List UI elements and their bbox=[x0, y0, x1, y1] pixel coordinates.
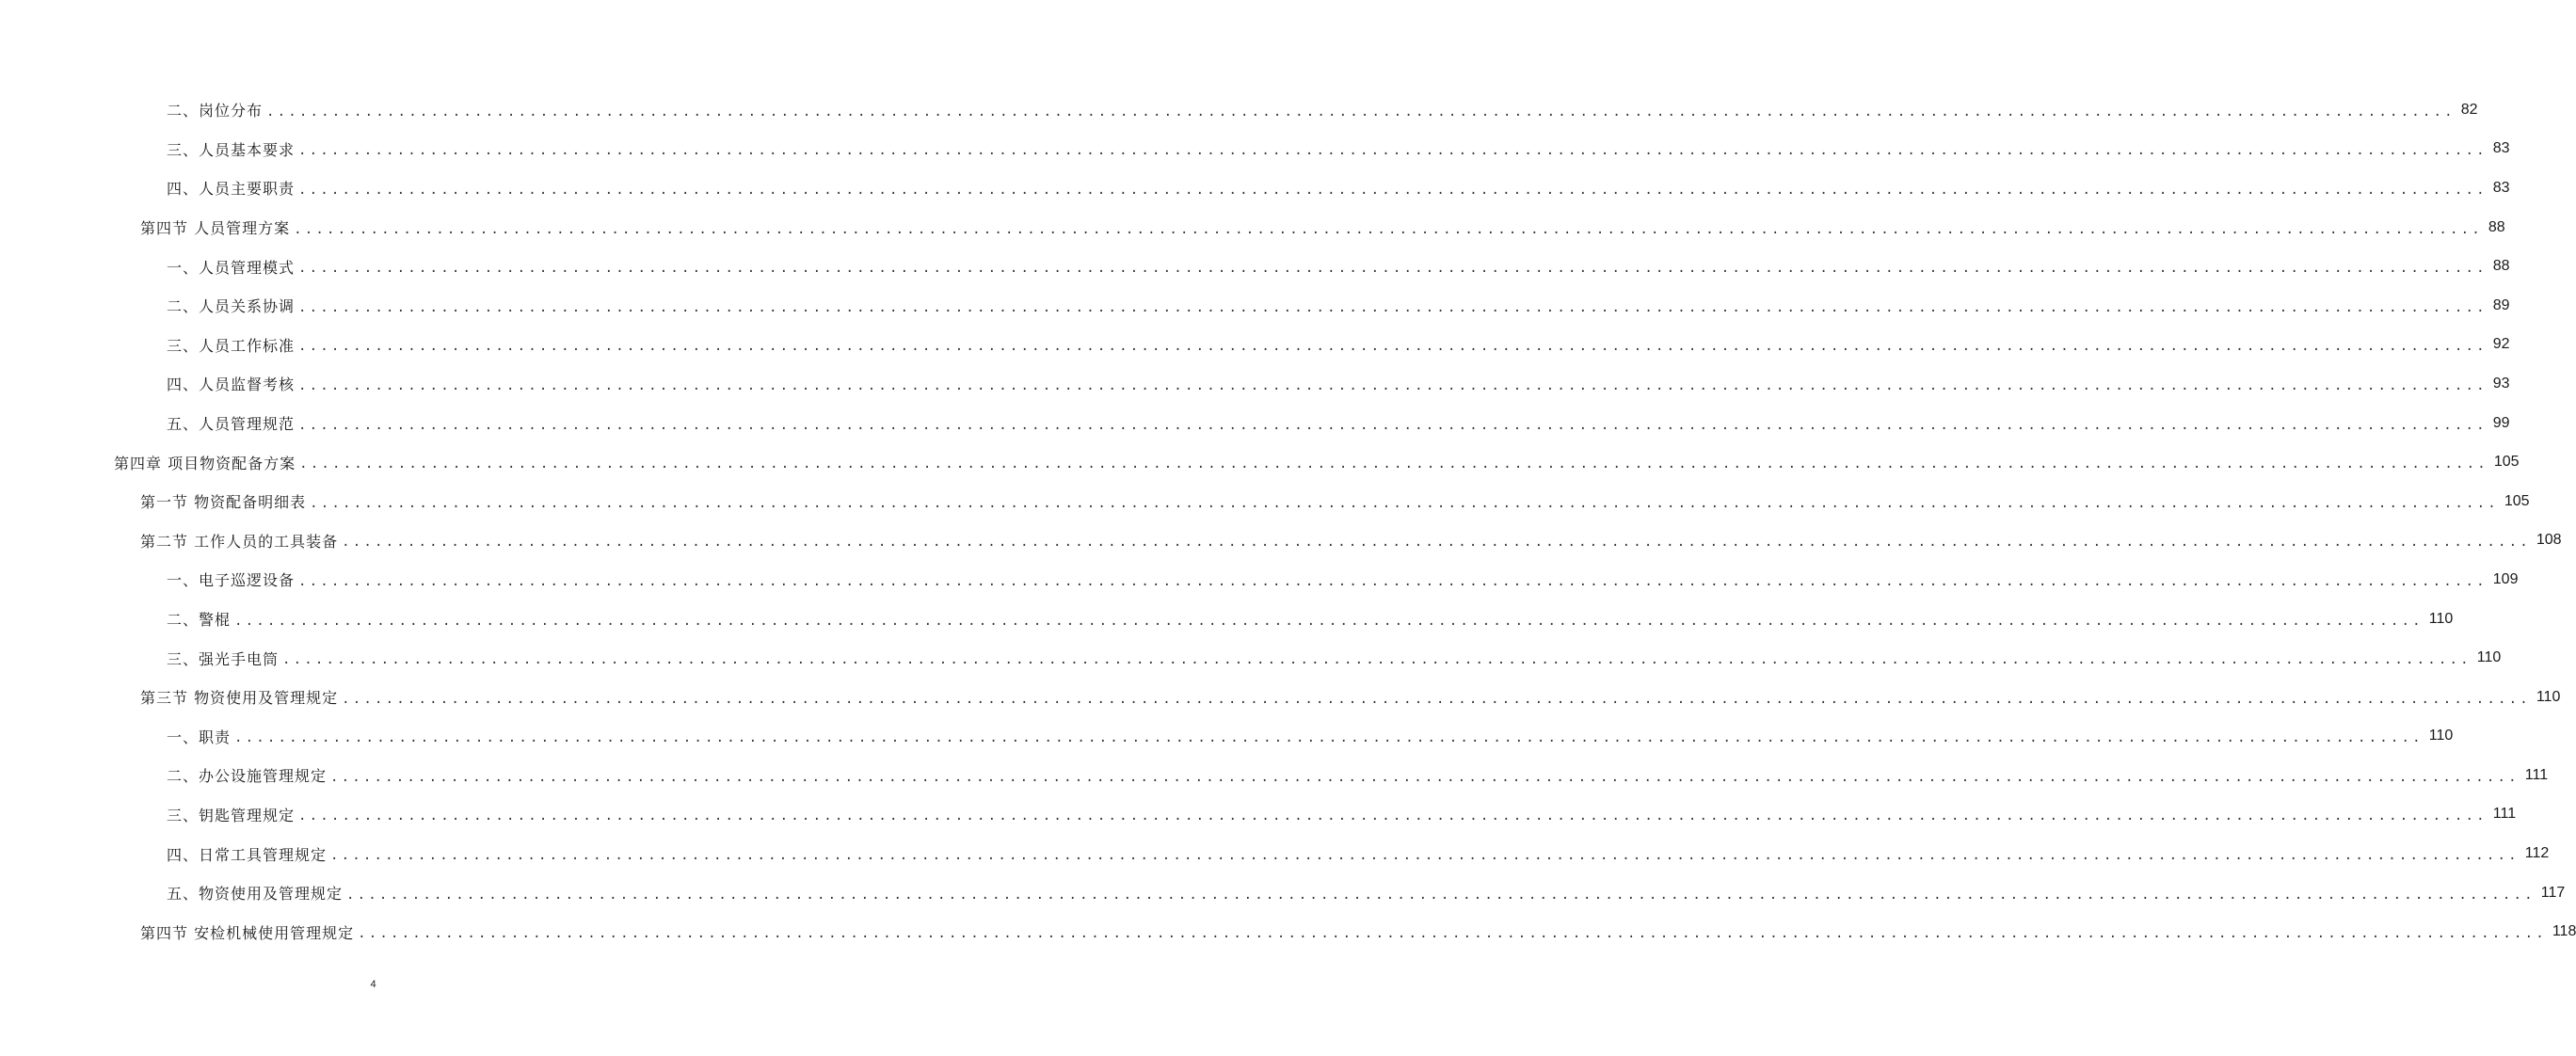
toc-entry-title: 三、钥匙管理规定 bbox=[167, 806, 296, 824]
toc-entry-title: 二、警棍 bbox=[167, 611, 232, 630]
toc-entry-title: 第一节 物资配备明细表 bbox=[140, 493, 307, 512]
toc-dot-leader: ........................................................................................................................................................................................................ bbox=[342, 535, 2531, 551]
toc-entry[interactable] bbox=[0, 560, 2519, 600]
toc-dot-leader: ........................................................................................................................................................................................................ bbox=[298, 808, 2488, 824]
toc-dot-leader: ........................................................................................................................................................................................................ bbox=[298, 417, 2488, 433]
toc-dot-leader: ........................................................................................................................................................................................................ bbox=[266, 104, 2456, 120]
toc-entry-title: 二、岗位分布 bbox=[167, 102, 264, 120]
toc-entry-page: 109 bbox=[2492, 570, 2519, 587]
toc-dot-leader: ........................................................................................................................................................................................................ bbox=[330, 769, 2520, 785]
toc-entry-page: 112 bbox=[2524, 845, 2550, 862]
toc-entry-title: 三、强光手电筒 bbox=[167, 649, 280, 668]
toc-dot-leader: ........................................................................................................................................................................................................ bbox=[358, 926, 2547, 942]
toc-entry[interactable] bbox=[0, 717, 2454, 757]
toc-entry-page: 111 bbox=[2524, 766, 2549, 783]
toc-entry-title: 五、物资使用及管理规定 bbox=[167, 885, 344, 904]
toc-entry-title: 三、人员工作标准 bbox=[167, 336, 296, 355]
toc-entry-page: 105 bbox=[2504, 492, 2530, 509]
toc-entry-title: 四、日常工具管理规定 bbox=[167, 845, 328, 864]
toc-entry-page: 110 bbox=[2536, 688, 2561, 705]
toc-entry[interactable] bbox=[0, 912, 2576, 952]
toc-entry-page: 82 bbox=[2460, 101, 2478, 118]
toc-entry-title: 四、人员主要职责 bbox=[167, 180, 296, 199]
toc-dot-leader: ........................................................................................................................................................................................................ bbox=[234, 613, 2424, 629]
toc-entry-page: 111 bbox=[2492, 806, 2517, 823]
page-number: 4 bbox=[370, 979, 376, 990]
toc-entry-title: 一、人员管理模式 bbox=[167, 258, 296, 277]
toc-entry[interactable] bbox=[0, 404, 2510, 443]
toc-entry[interactable] bbox=[0, 286, 2510, 326]
toc-dot-leader: ........................................................................................................................................................................................................ bbox=[346, 887, 2536, 903]
toc-entry[interactable] bbox=[0, 364, 2510, 404]
toc-dot-leader: ........................................................................................................................................................................................................ bbox=[282, 652, 2472, 668]
toc-entry-page: 108 bbox=[2536, 532, 2562, 549]
toc-entry[interactable] bbox=[0, 834, 2550, 873]
toc-entry-page: 88 bbox=[2492, 258, 2510, 275]
toc-entry-title: 四、人员监督考核 bbox=[167, 376, 296, 394]
toc-entry-title: 第四节 人员管理方案 bbox=[140, 219, 291, 238]
toc-entry[interactable] bbox=[0, 208, 2505, 248]
toc-dot-leader: ........................................................................................................................................................................................................ bbox=[294, 221, 2483, 237]
toc-entry-title: 第三节 物资使用及管理规定 bbox=[140, 689, 339, 708]
toc-dot-leader: ........................................................................................................................................................................................................ bbox=[298, 299, 2488, 315]
toc-entry-title: 第二节 工作人员的工具装备 bbox=[140, 532, 339, 551]
toc-entry[interactable] bbox=[0, 247, 2510, 286]
toc-entry-page: 93 bbox=[2492, 375, 2510, 392]
toc-dot-leader: ........................................................................................................................................................................................................ bbox=[310, 495, 2499, 511]
toc-entry[interactable] bbox=[0, 521, 2562, 561]
toc-entry-title: 第四章 项目物资配备方案 bbox=[114, 454, 296, 472]
toc-dot-leader: ........................................................................................................................................................................................................ bbox=[298, 377, 2488, 393]
toc-entry-title: 五、人员管理规范 bbox=[167, 415, 296, 434]
toc-entry-title: 二、人员关系协调 bbox=[167, 297, 296, 316]
toc-entry-page: 110 bbox=[2476, 649, 2502, 666]
toc-entry-page: 99 bbox=[2492, 414, 2510, 431]
toc-dot-leader: ........................................................................................................................................................................................................ bbox=[298, 573, 2488, 589]
toc-entry[interactable] bbox=[0, 638, 2502, 678]
toc-entry-page: 105 bbox=[2493, 454, 2520, 471]
toc-dot-leader: ........................................................................................................................................................................................................ bbox=[299, 456, 2488, 472]
toc-dot-leader: ........................................................................................................................................................................................................ bbox=[298, 261, 2488, 277]
toc-entry[interactable] bbox=[0, 326, 2510, 365]
toc-entry-title: 一、电子巡逻设备 bbox=[167, 571, 296, 590]
toc-entry-page: 110 bbox=[2428, 610, 2454, 627]
toc-entry-title: 三、人员基本要求 bbox=[167, 140, 296, 159]
toc-entry-title: 一、职责 bbox=[167, 728, 232, 746]
toc-entry[interactable] bbox=[0, 873, 2566, 913]
toc-entry-page: 117 bbox=[2540, 884, 2566, 901]
toc-entry-title: 二、办公设施管理规定 bbox=[167, 767, 328, 786]
toc-entry-page: 89 bbox=[2492, 296, 2510, 313]
toc-entry-page: 83 bbox=[2492, 179, 2510, 196]
table-of-contents bbox=[0, 90, 2576, 952]
toc-entry-title: 第四节 安检机械使用管理规定 bbox=[140, 923, 355, 942]
toc-entry[interactable] bbox=[0, 482, 2530, 521]
toc-entry[interactable] bbox=[0, 442, 2520, 482]
toc-entry[interactable] bbox=[0, 600, 2454, 639]
toc-entry-page: 118 bbox=[2552, 923, 2576, 940]
toc-dot-leader: ........................................................................................................................................................................................................ bbox=[330, 848, 2520, 864]
toc-entry-page: 88 bbox=[2488, 218, 2505, 235]
toc-dot-leader: ........................................................................................................................................................................................................ bbox=[234, 730, 2424, 746]
toc-entry-page: 92 bbox=[2492, 336, 2510, 353]
toc-dot-leader: ........................................................................................................................................................................................................ bbox=[298, 182, 2488, 198]
toc-entry[interactable] bbox=[0, 90, 2478, 130]
toc-entry[interactable] bbox=[0, 756, 2549, 795]
toc-dot-leader: ........................................................................................................................................................................................................ bbox=[298, 339, 2488, 355]
toc-entry[interactable] bbox=[0, 168, 2510, 208]
toc-entry[interactable] bbox=[0, 130, 2510, 169]
toc-entry[interactable] bbox=[0, 678, 2561, 717]
toc-entry[interactable] bbox=[0, 795, 2517, 835]
toc-entry-page: 83 bbox=[2492, 140, 2510, 157]
toc-dot-leader: ........................................................................................................................................................................................................ bbox=[342, 691, 2531, 707]
toc-entry-page: 110 bbox=[2428, 728, 2454, 744]
toc-dot-leader: ........................................................................................................................................................................................................ bbox=[298, 143, 2488, 159]
